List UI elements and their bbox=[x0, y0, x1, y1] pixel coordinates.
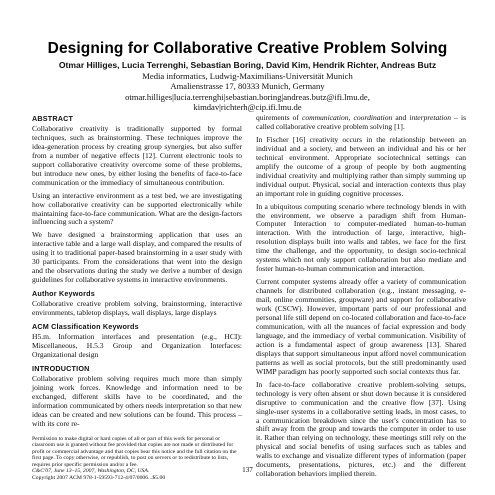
copyright-text: Copyright 2007 ACM 978-1-59593-712-4/07/0006...$5.00 bbox=[32, 475, 166, 482]
page-number: 137 bbox=[242, 466, 253, 474]
abstract-heading: ABSTRACT bbox=[32, 114, 74, 123]
text-run: quirements of bbox=[256, 113, 303, 122]
permission-notice bbox=[32, 436, 242, 482]
abstract-paragraph-2: Using an interactive environment as a test bed, we are investigating how collaborative creativity can be supported electronically while maintaining face-to-face communication. What are the design-factors influencing such a system? bbox=[32, 190, 242, 227]
right-paragraph-2: In Fischer [16] creativity occurs in the relationship between an individual and a society, and between an individual and his or her technical environment. Appropriate sociotechnical settings can amplify the outcome of a group of people by both augmenting individual creativity and multiplying rather than simply summing up individual output. Physical, social and interaction contexts thus play an important role in guiding cognitive processes. bbox=[256, 134, 466, 198]
introduction-heading: INTRODUCTION bbox=[32, 363, 90, 373]
permission-text: Permission to make digital or hard copies of all or part of this work for personal or classroom use is granted without fee provided that copies are not made or distributed for profit or commercial advantage and that copies bear this notice and the full citation on the first page. To copy otherwise, or republish, to post on servers or to redistribute to lists, requires prior specific permission and/or a fee. bbox=[32, 435, 237, 468]
email-line-1: otmar.hilliges|lucia.terrenghi|sebastian.boring|andreas.butz@ifi.lmu.de, bbox=[125, 91, 370, 102]
affiliation-line-1: Media informatics, Ludwig-Maximilians-Universität Munich bbox=[142, 70, 353, 81]
text-run: and bbox=[392, 113, 410, 122]
italic-run: interpretation bbox=[409, 113, 451, 122]
author-block bbox=[10, 60, 485, 113]
acm-heading: ACM Classification Keywords bbox=[32, 322, 139, 332]
right-paragraph-5: In face-to-face collaborative creative problem-solving setups, technology is very often absent or shut down because it is considered disruptive to communication and the creative flow [37]. Using single-user systems in a collaborative setting leads, in most cases, to a communication breakdown since the user's concentration has to shift away from the group and towards the computer in order to use it. Rather than relying on technology, these meetings still rely on the physical and social benefits of using surfaces such as tables and walls to exchange and visualize different types of information (paper documents, presentations, pictures, etc.) and the different collaboration behaviors implied therein. bbox=[256, 379, 466, 479]
keywords-text: Collaborative creative problem solving, brainstorming, interactive environments, tabletop displays, wall displays, large displays bbox=[32, 299, 242, 318]
paper-title: Designing for Collaborative Creative Problem Solving bbox=[47, 40, 448, 57]
affiliation-line-2: Amalienstrasse 17, 80333 Munich, Germany bbox=[170, 81, 325, 92]
abstract-paragraph-3: We have designed a brainstorming application that uses an interactive table and a large wall display, and compared the results of using it to traditional paper-based brainstorming in a user study with 30 participants. From the considerations that went into the design and the observations during the study we derive a number of design guidelines for collaborative systems in interactive environments. bbox=[32, 230, 242, 285]
keywords-heading: Author Keywords bbox=[32, 289, 95, 299]
right-column bbox=[256, 114, 466, 483]
venue-text: C&C'07, June 13–15, 2007, Washington, DC, USA. bbox=[32, 468, 150, 475]
email-line-2: kimdav|richterh@cip.ifi.lmu.de bbox=[193, 102, 302, 113]
italic-run: communication, coordination bbox=[302, 113, 393, 122]
right-paragraph-4: Current computer systems already offer a variety of communication channels for distributed collaboration (e.g., instant messaging, e-mail, online communities, groupware) and support for collaborative work (CSCW). However, important parts of our professional and personal life still depend on co-located collaboration and face-to-face communication, with all the nuances of facial expression and body language, and the immediacy of verbal communication. Visibility of action is a fundamental aspect of group awareness [13]. Shared displays that support simultaneous input afford novel communication patterns as well as social protocols, but the still predominantly used WIMP paradigm has poorly supported such social contexts thus far. bbox=[256, 277, 466, 376]
author-list: Otmar Hilliges, Lucia Terrenghi, Sebastian Boring, David Kim, Hendrik Richter, Andreas Butz bbox=[58, 60, 437, 70]
right-paragraph-3: In a ubiquitous computing scenario where technology blends in with the environment, we observe a paradigm shift from Human-Computer Interaction to computer-mediated human-to-human interaction. With the introduction of large, interactive, high-resolution displays built into walls and tables, we face for the first time the challenge, and the opportunity, to design socio-technical systems which not only support collaboration but also mediate and foster human-to-human communication and interaction. bbox=[256, 201, 466, 274]
acm-text: H5.m. Information interfaces and presentation (e.g., HCI): Miscellaneous, H.5.3 Group and Organization Interfaces: Organizational design bbox=[32, 331, 242, 359]
left-column bbox=[32, 115, 242, 482]
text-run: – is called collaborative creative problem solving [1]. bbox=[256, 113, 467, 131]
right-paragraph-1 bbox=[256, 114, 466, 132]
abstract-paragraph-1: Collaborative creativity is traditionally supported by formal techniques, such as brainstorming. These techniques improve the idea-generation process by creating group synergies, but also suffer from a number of negative effects [12]. Current electronic tools to support collaborative creativity overcome some of these problems, but introduce new ones, by either losing the benefits of face-to-face communication or the immediacy of simultaneous contribution. bbox=[32, 123, 242, 187]
introduction-paragraph-1: Collaborative problem solving requires much more than simply joining work forces. Knowledge and information need to be exchanged, different skills have to be coordinated, and the information communicated by others needs interpretation so that new ideas can be created and new solutions can be found. This process – with its core re- bbox=[32, 373, 242, 428]
